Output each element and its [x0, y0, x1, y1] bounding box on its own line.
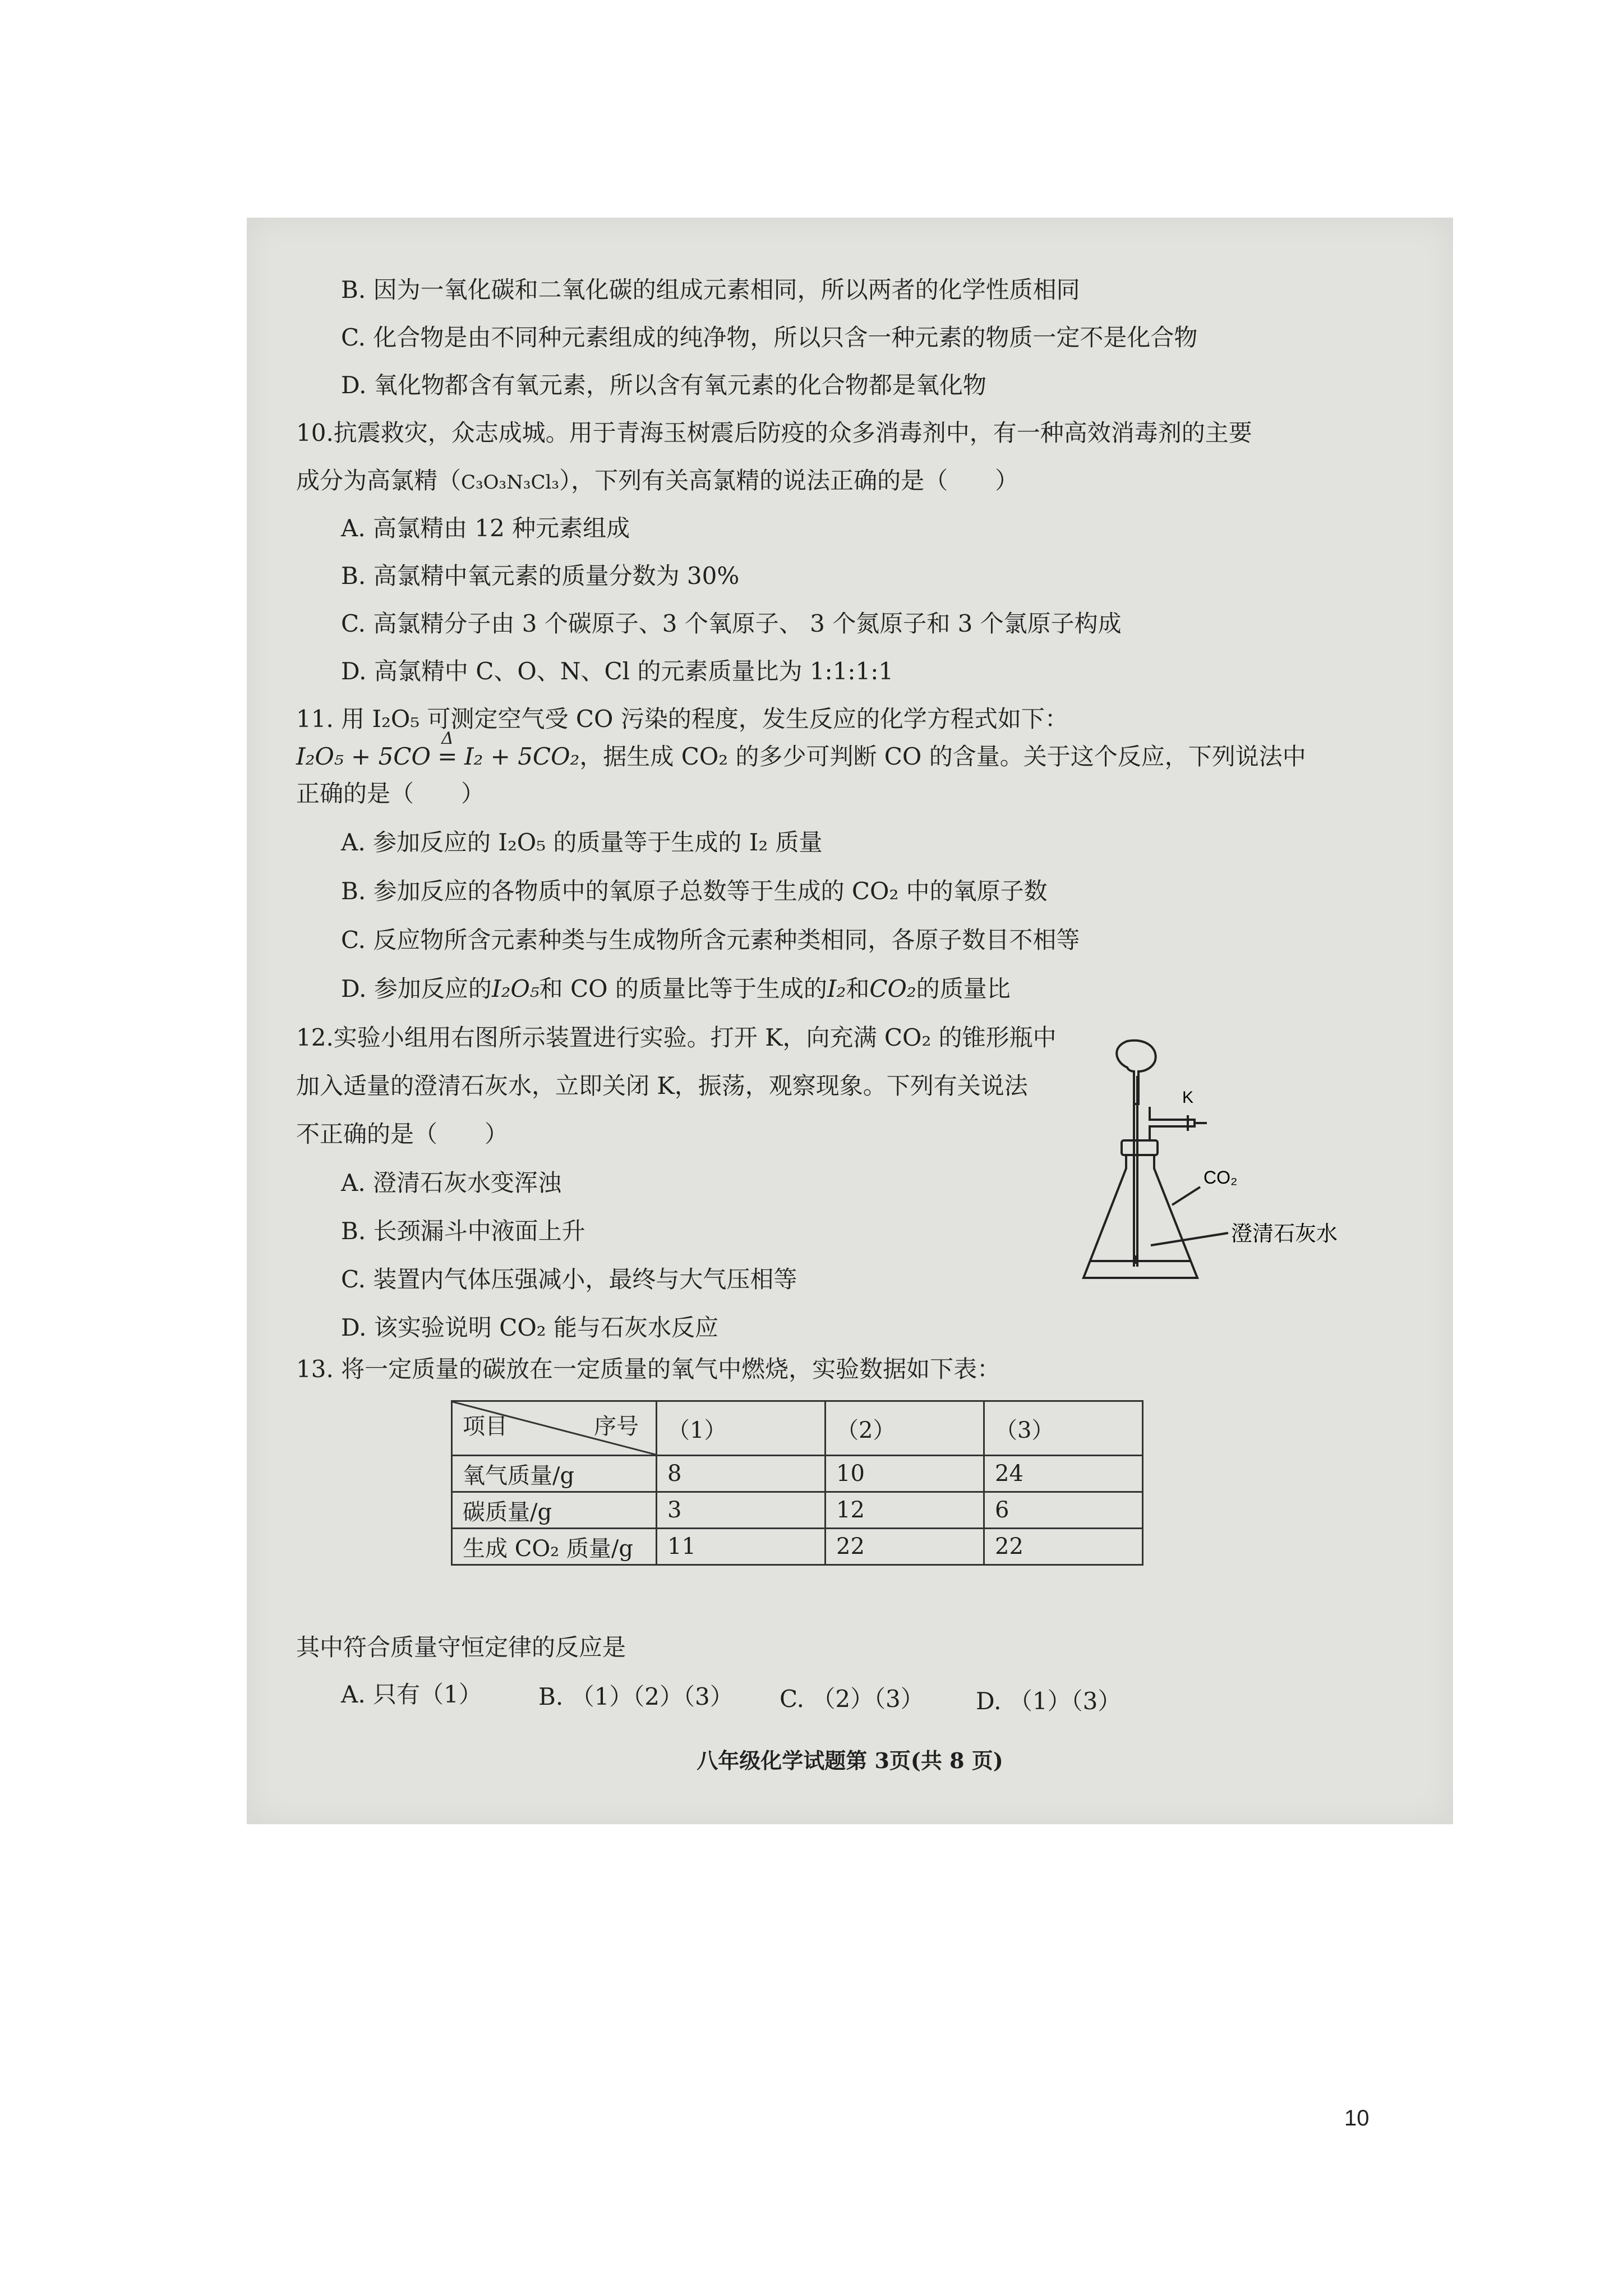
limewater-label: 澄清石灰水 — [1231, 1222, 1338, 1246]
page-footer: 八年级化学试题第 3页(共 8 页) — [697, 1748, 1003, 1773]
table-cell: 12 — [826, 1492, 984, 1529]
table-corner-cell — [452, 1401, 657, 1456]
page-number: 10 — [1344, 2106, 1370, 2131]
formula-co2: CO₂ — [869, 975, 916, 1002]
q12-stem-line2: 加入适量的澄清石灰水，立即关闭 K，振荡，观察现象。下列有关说法 — [296, 1072, 1028, 1099]
row-label: 生成 CO₂ 质量/g — [452, 1529, 657, 1565]
equation-equals-delta: Δ = — [431, 745, 464, 769]
q12-option-a: A. 澄清石灰水变浑浊 — [341, 1169, 562, 1197]
q10-stem-line1: 10.抗震救灾，众志成城。用于青海玉树震后防疫的众多消毒剂中，有一种高效消毒剂的主要 — [296, 419, 1252, 447]
column-header: （3） — [984, 1401, 1143, 1456]
q11-stem-suffix: ，据生成 CO₂ 的多少可判断 CO 的含量。关于这个反应，下列说法中 — [579, 743, 1306, 770]
q12-stem-line3: 不正确的是（ ） — [296, 1120, 509, 1148]
q11-stem-line3: 正确的是（ ） — [296, 780, 485, 807]
q11-option-b: B. 参加反应的各物质中的氧原子总数等于生成的 CO₂ 中的氧原子数 — [341, 877, 1048, 905]
table-cell: 6 — [984, 1492, 1143, 1529]
q12-option-b: B. 长颈漏斗中液面上升 — [341, 1217, 585, 1245]
formula-c3o3n3cl3: C₃O₃N₃Cl₃ — [461, 471, 560, 494]
q10-stem-suffix: ），下列有关高氯精的说法正确的是（ ） — [559, 467, 1019, 494]
formula-i2: I₂ — [827, 975, 846, 1002]
row-label: 碳质量/g — [452, 1492, 657, 1529]
q11d-prefix: D. 参加反应的 — [341, 975, 492, 1002]
valve-k-label: K — [1182, 1088, 1194, 1107]
formula-i2o5: I₂O₅ — [491, 975, 540, 1002]
column-header: （2） — [826, 1401, 984, 1456]
q13-option-c: C. （2）（3） — [780, 1685, 924, 1713]
corner-index-label: 序号 — [594, 1414, 639, 1439]
q10-option-d: D. 高氯精中 C、O、N、Cl 的元素质量比为 1:1:1:1 — [341, 657, 894, 685]
q13-prompt: 其中符合质量守恒定律的反应是 — [296, 1634, 626, 1661]
photographed-exam-page — [247, 218, 1453, 1824]
q10-option-b: B. 高氯精中氧元素的质量分数为 30% — [341, 562, 740, 590]
q12-option-c: C. 装置内气体压强减小，最终与大气压相等 — [341, 1266, 797, 1293]
q11d-mid2: 和 — [846, 975, 870, 1002]
table-row — [452, 1529, 1143, 1565]
q12-stem-line1: 12.实验小组用右图所示装置进行实验。打开 K，向充满 CO₂ 的锥形瓶中 — [296, 1024, 1057, 1051]
q10-stem-prefix: 成分为高氯精（ — [296, 467, 462, 494]
q12-option-d: D. 该实验说明 CO₂ 能与石灰水反应 — [341, 1314, 718, 1341]
table-cell: 8 — [657, 1456, 826, 1492]
conical-flask-apparatus-figure — [1060, 1037, 1419, 1295]
table-cell: 22 — [984, 1529, 1143, 1565]
row-label: 氧气质量/g — [452, 1456, 657, 1492]
experiment-data-table — [451, 1400, 1144, 1566]
q9-option-d: D. 氧化物都含有氧元素，所以含有氧元素的化合物都是氧化物 — [341, 371, 986, 399]
table-cell: 10 — [826, 1456, 984, 1492]
q11-option-d — [341, 977, 1011, 1001]
q10-stem-line2 — [296, 469, 1018, 493]
table-cell: 24 — [984, 1456, 1143, 1492]
q13-stem: 13. 将一定质量的碳放在一定质量的氧气中燃烧，实验数据如下表： — [296, 1355, 1001, 1383]
q9-option-c: C. 化合物是由不同种元素组成的纯净物，所以只含一种元素的物质一定不是化合物 — [341, 324, 1198, 351]
column-header: （1） — [657, 1401, 826, 1456]
table-cell: 22 — [826, 1529, 984, 1565]
table-cell: 11 — [657, 1529, 826, 1565]
table-row — [452, 1492, 1143, 1529]
q13-option-a: A. 只有（1） — [341, 1681, 482, 1708]
q11-stem-line2 — [296, 729, 1306, 770]
q10-option-c: C. 高氯精分子由 3 个碳原子、3 个氧原子、 3 个氮原子和 3 个氯原子构成 — [341, 610, 1122, 637]
delta-symbol: Δ — [441, 729, 454, 748]
q11-option-c: C. 反应物所含元素种类与生成物所含元素种类相同，各原子数目不相等 — [341, 926, 1080, 954]
equation-right: I₂ + 5CO₂ — [464, 743, 580, 770]
q11-stem-line1: 11. 用 I₂O₅ 可测定空气受 CO 污染的程度，发生反应的化学方程式如下： — [296, 705, 1068, 733]
q9-option-b: B. 因为一氧化碳和二氧化碳的组成元素相同，所以两者的化学性质相同 — [341, 276, 1080, 303]
table-row — [452, 1456, 1143, 1492]
q11d-mid1: 和 CO 的质量比等于生成的 — [539, 975, 827, 1002]
corner-item-label: 项目 — [463, 1414, 508, 1439]
table-cell: 3 — [657, 1492, 826, 1529]
q13-option-d: D. （1）（3） — [976, 1687, 1122, 1715]
q13-option-b: B. （1）（2）（3） — [538, 1683, 734, 1710]
co2-label: CO₂ — [1204, 1167, 1238, 1188]
q11-option-a: A. 参加反应的 I₂O₅ 的质量等于生成的 I₂ 质量 — [341, 829, 823, 856]
q10-option-a: A. 高氯精由 12 种元素组成 — [341, 514, 630, 542]
equation-left: I₂O₅ + 5CO — [296, 743, 431, 770]
q11d-suffix: 的质量比 — [916, 975, 1011, 1002]
